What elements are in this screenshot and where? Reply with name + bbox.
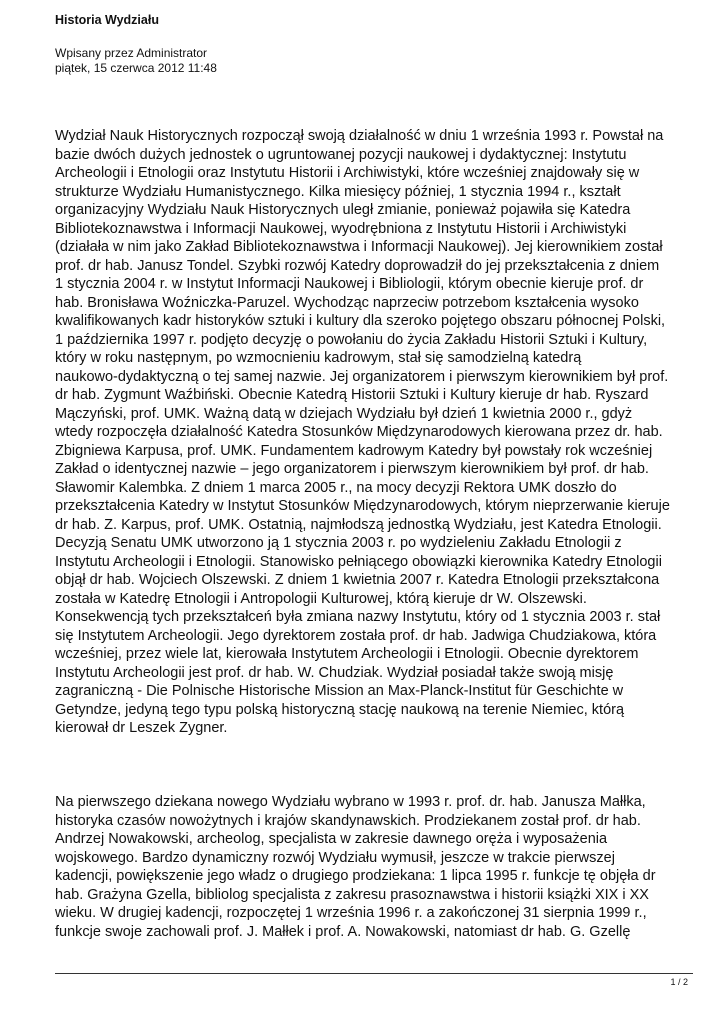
article-paragraph: [55, 127, 695, 738]
article-meta: [55, 46, 217, 76]
page-title: Historia Wydziału: [55, 13, 159, 27]
paragraph-line: kierował dr Leszek Zygner.: [55, 720, 228, 736]
paragraph-line: historyka czasów nowożytnych i krajów skandynawskich. Prodziekanem został prof. dr hab.: [55, 812, 641, 829]
paragraph-line: Na pierwszego dziekana nowego Wydziału wybrano w 1993 r. prof. dr. hab. Janusza Małłka,: [55, 794, 646, 810]
paragraph-line: Mączyński, prof. UMK. Ważną datą w dziejach Wydziału był dzień 1 kwietnia 2000 r., gdyż: [55, 405, 633, 422]
paragraph-line: Sławomir Kalembka. Z dniem 1 marca 2005 r., na mocy decyzji Rektora UMK doszło do: [55, 479, 617, 496]
paragraph-line: Getyndze, jedyną tego typu polską historyczną stację naukową na terenie Niemiec, którą: [55, 701, 625, 718]
paragraph-line: wtedy rozpoczęła działalność Katedra Stosunków Międzynarodowych kierowana przez dr. hab.: [55, 424, 663, 440]
paragraph-line: strukturze Wydziału Humanistycznego. Kilka miesięcy później, 1 stycznia 1994 r., kształt: [55, 183, 621, 200]
paragraph-line: Zbigniewa Karpusa, prof. UMK. Fundamentem kadrowym Katedry był powstały rok wcześniej: [55, 442, 653, 459]
paragraph-line: prof. dr hab. Janusz Tondel. Szybki rozwój Katedry doprowadził do jej przekształcenia z dniem: [55, 257, 660, 274]
paragraph-line: (działała w nim jako Zakład Bibliotekoznawstwa i Informacji Naukowej). Jej kierownikiem został: [55, 239, 663, 255]
paragraph-line: przekształcenia Katedry w Instytut Stosunków Międzynarodowych, którym nieprzerwanie kieruje: [55, 498, 670, 514]
paragraph-line: 1 stycznia 2004 r. w Instytut Informacji Naukowej i Bibliologii, którym obecnie kieruje prof. dr: [55, 276, 644, 292]
paragraph-line: Wydział Nauk Historycznych rozpoczął swoją działalność w dniu 1 września 1993 r. Powstał na: [55, 128, 664, 144]
paragraph-line: kadencji, powiększenie jego władz o drugiego prodziekana: 1 lipca 1995 r. funkcje tę objęła dr: [55, 868, 656, 884]
paragraph-line: dr hab. Z. Karpus, prof. UMK. Ostatnią, najmłodszą jednostką Wydziału, jest Katedra Etnologii.: [55, 516, 662, 533]
paragraph-line: bazie dwóch dużych jednostek o ugruntowanej pozycji naukowej i dydaktycznej: Instytutu: [55, 146, 627, 163]
paragraph-line: Andrzej Nowakowski, archeolog, specjalista w zakresie dawnego oręża i wyposażenia: [55, 831, 608, 847]
paragraph-line: została w Katedrę Etnologii i Antropologii Kulturowej, którą kieruje dr W. Olszewski.: [55, 590, 587, 607]
author-line: Wpisany przez Administrator: [55, 46, 208, 60]
paragraph-line: Zakład o identycznej nazwie – jego organizatorem i pierwszym kierownikiem był prof. dr hab.: [55, 461, 649, 477]
publish-date: piątek, 15 czerwca 2012 11:48: [55, 61, 217, 75]
paragraph-line: dr hab. Zygmunt Waźbiński. Obecnie Katedrą Historii Sztuki i Kultury kieruje dr hab. Ryszard: [55, 387, 649, 403]
paragraph-line: Decyzją Senatu UMK utworzono ją 1 stycznia 2003 r. po wydzieleniu Zakładu Etnologii z: [55, 535, 622, 551]
paragraph-line: Instytutu Archeologii jest prof. dr hab. W. Chudziak. Wydział posiadał także swoją misję: [55, 664, 614, 681]
paragraph-line: naukowo-dydaktyczną o tej samej nazwie. Jej organizatorem i pierwszym kierownikiem był prof.: [55, 368, 669, 385]
paragraph-line: Archeologii i Etnologii oraz Instytutu Historii i Archiwistyki, które wcześniej znajdowały się w: [55, 165, 640, 181]
paragraph-line: zagraniczną - Die Polnische Historische Mission an Max-Planck-Institut für Geschichte w: [55, 683, 624, 699]
paragraph-line: Bibliotekoznawstwa i Informacji Naukowej, wyodrębniona z Instytutu Historii i Archiwistyki: [55, 220, 627, 237]
page-number: 1 / 2: [670, 977, 688, 987]
paragraph-line: który w roku następnym, po wzmocnieniu kadrowym, stał się samodzielną katedrą: [55, 350, 582, 366]
paragraph-line: hab. Grażyna Gzella, bibliolog specjalista z zakresu prasoznawstwa i historii książki XIX i XX: [55, 886, 649, 903]
article-paragraph: [55, 793, 695, 941]
paragraph-line: objął dr hab. Wojciech Olszewski. Z dniem 1 kwietnia 2007 r. Katedra Etnologii przekształcona: [55, 572, 660, 588]
paragraph-line: Instytutu Archeologii i Etnologii. Stanowisko pełniącego obowiązki kierownika Katedry Etnologii: [55, 553, 662, 570]
paragraph-line: 1 października 1997 r. podjęto decyzję o powołaniu do życia Zakładu Historii Sztuki i Kultury,: [55, 331, 648, 348]
paragraph-line: wojskowego. Bardzo dynamiczny rozwój Wydziału wymusił, jeszcze w trakcie pierwszej: [55, 849, 615, 866]
paragraph-line: funkcje swoje zachowali prof. J. Małłek i prof. A. Nowakowski, natomiast dr hab. G. Gzellę: [55, 923, 631, 940]
paragraph-line: kwalifikowanych kadr historyków sztuki i kultury dla szeroko pojętego obszaru północnej Polski,: [55, 313, 666, 329]
footer-divider: [55, 973, 693, 974]
paragraph-line: Konsekwencją tych przekształceń była zmiana nazwy Instytutu, który od 1 stycznia 2003 r. stał: [55, 609, 661, 625]
paragraph-line: wcześniej, przez wiele lat, kierowała Instytutem Archeologii i Etnologii. Obecnie dyrektorem: [55, 646, 639, 662]
paragraph-line: hab. Bronisława Woźniczka-Paruzel. Wychodząc naprzeciw potrzebom kształcenia wysoko: [55, 294, 639, 311]
article-body: [55, 127, 695, 941]
paragraph-line: wieku. W drugiej kadencji, rozpoczętej 1 września 1996 r. a zakończonej 31 sierpnia 1999 r.,: [55, 905, 647, 921]
paragraph-line: się Instytutem Archeologii. Jego dyrektorem została prof. dr hab. Jadwiga Chudziakowa, która: [55, 627, 657, 644]
paragraph-line: organizacyjny Wydziału Nauk Historycznych uległ zmianie, ponieważ pojawiła się Katedra: [55, 202, 631, 218]
